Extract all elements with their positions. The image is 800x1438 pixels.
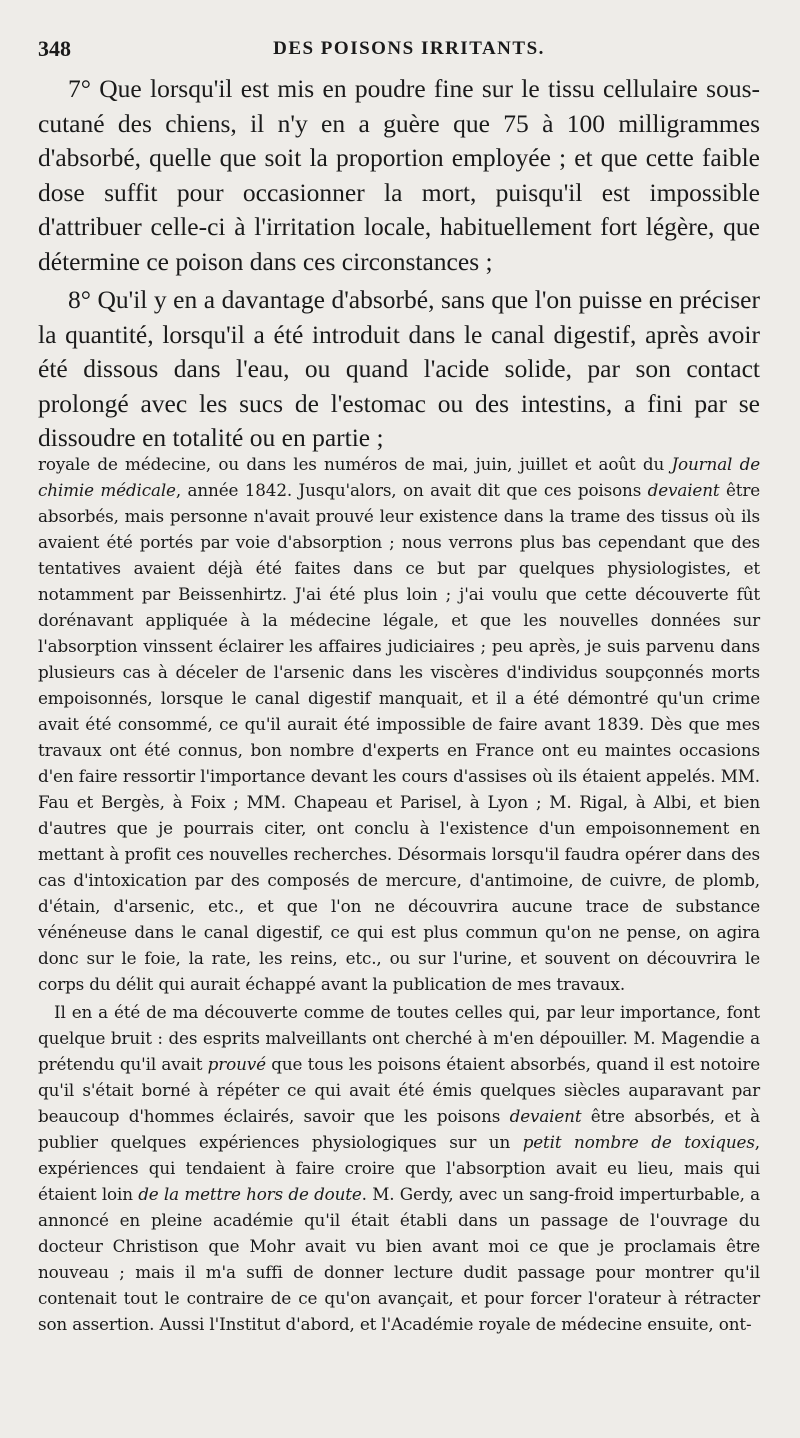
footnote-text: . M. Gerdy, avec un sang-froid imperturbable, a annoncé en pleine académie qu'il était établi dans un passage de l'ouvrage du docteur Christison que Mohr avait vu bien avant moi ce que je proclamais être nouveau ; mais il m'a suffi de donner lecture dudit passage pour montrer qu'il contenait tout le contraire de ce qu'on avançait, et pour forcer l'orateur à rétracter son assertion. Aussi l'Institut d'abord, et l'Académie royale de médecine ensuite, ont- [38,1184,760,1334]
emphasis-devaient: devaient [647,480,720,500]
footnote-text: , expériences qui tendaient à faire croire que l'absorption avait eu lieu, mais qui étaient loin [38,1132,760,1204]
page-number: 348 [38,36,71,61]
footnote-text: Il en a été de ma découverte comme de toutes celles qui, par leur importance, font quelque bruit : des esprits malveillants ont cherché à m'en dépouiller. M. Magendie a prétendu qu'il avait [38,1002,760,1074]
emphasis-devaient: devaient [509,1106,582,1126]
footnote [38,451,760,1337]
emphasis-petit-nombre: petit nombre de toxiques [522,1132,755,1152]
footnote-text: royale de médecine, ou dans les numéros de mai, juin, juillet et août du [38,454,672,474]
journal-title: Journal de chimie médicale [38,454,760,500]
paragraph-8: 8° Qu'il y en a davantage d'absorbé, sans que l'on puisse en préciser la quantité, lorsqu'il a été introduit dans le canal digestif, après avoir été dissous dans l'eau, ou quand l'acide solide, par son contact prolongé avec les sucs de l'estomac ou des intestins, a fini par se dissoudre en totalité ou en partie ; [38,285,760,452]
running-head [38,36,740,64]
paragraph-7: 7° Que lorsqu'il est mis en poudre fine sur le tissu cellulaire sous-cutané des chiens, il n'y en a guère que 75 à 100 milligrammes d'absorbé, quelle que soit la proportion employée ; et que cette faible dose suffit pour occasionner la mort, puisqu'il est impossible d'attribuer celle-ci à l'irritation locale, habituellement fort légère, que détermine ce poison dans ces circonstances ; [38,74,760,276]
footnote-text: , année 1842. Jusqu'alors, on avait dit que ces poisons [175,480,648,500]
footnote-paragraph-2 [38,999,760,1337]
footnote-paragraph-1 [38,451,760,997]
footnote-text: que tous les poisons étaient absorbés, quand il est notoire qu'il s'était borné à répéter ce qui avait été émis quelques siècles auparavant par beaucoup d'hommes éclairés, savoir que les poisons [38,1054,760,1126]
running-title: DES POISONS IRRITANTS. [273,38,545,59]
emphasis-hors-de-doute: de la mettre hors de doute [138,1184,362,1204]
main-text [38,72,760,456]
footnote-text: être absorbés, mais personne n'avait prouvé leur existence dans la trame des tissus où ils avaient été portés par voie d'absorption ; nous verrons plus bas cependant que des tentatives avaient déjà été faites dans ce but par quelques physiologistes, et notamment par Beissenhirtz. J'ai été plus loin ; j'ai voulu que cette découverte fût dorénavant appliquée à la médecine légale, et que les nouvelles données sur l'absorption vinssent éclairer les affaires judiciaires ; peu après, je suis parvenu dans plusieurs cas à déceler de l'arsenic dans les viscères d'individus soupçonnés morts empoisonnés, lorsque le canal digestif manquait, et il a été démontré qu'un crime avait été consommé, ce qu'il aurait été impossible de faire avant 1839. Dès que mes travaux ont été connus, bon nombre d'experts en France ont eu maintes occasions d'en faire ressortir l'importance devant les cours d'assises où ils étaient appelés. MM. Fau et Bergès, à Foix ; MM. Chapeau et Parisel, à Lyon ; M. Rigal, à Albi, et bien d'autres que je pourrais citer, ont conclu à l'existence d'un empoisonnement en mettant à profit ces nouvelles recherches. Désormais lorsqu'il faudra opérer dans des cas d'intoxication par des composés de mercure, d'antimoine, de cuivre, de plomb, d'étain, d'arsenic, etc., et que l'on ne découvrira aucune trace de substance vénéneuse dans le canal digestif, ce qui est plus commun qu'on ne pense, on agira donc sur le foie, la rate, les reins, etc., ou sur l'urine, et souvent on découvrira le corps du délit qui aurait échappé avant la publication de mes travaux. [38,480,760,994]
footnote-text: être absorbés, et à publier quelques expériences physiologiques sur un [38,1106,760,1152]
emphasis-prouve: prouvé [207,1054,266,1074]
